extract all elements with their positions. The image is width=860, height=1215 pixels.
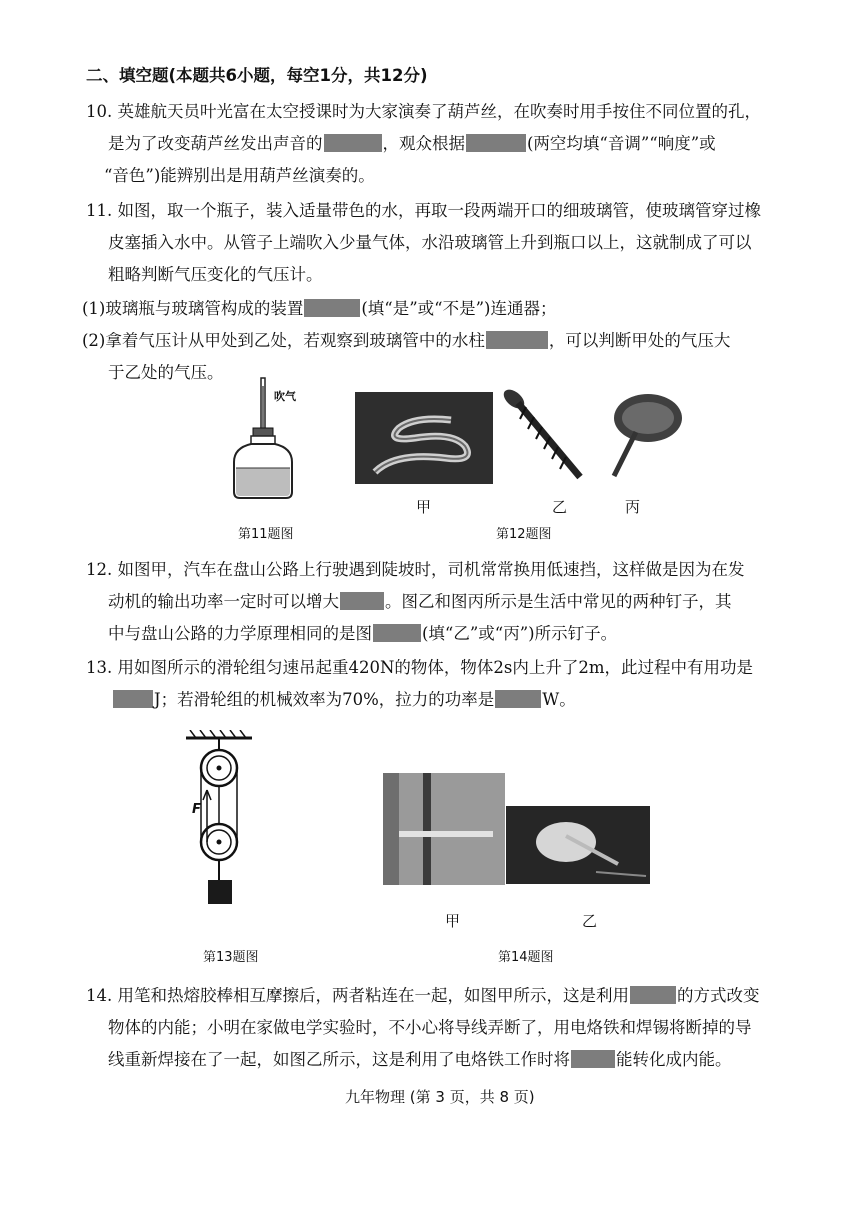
figure-14-glue-stick-photo [383, 773, 505, 885]
page-footer: 九年物理 (第 3 页，共 8 页) [345, 1088, 535, 1106]
q11-text: (2)拿着气压计从甲处到乙处，若观察到玻璃管中的水柱 [82, 331, 485, 350]
q13-text: J；若滑轮组的机械效率为70%，拉力的功率是 [154, 690, 495, 709]
answer-blank[interactable] [373, 624, 421, 642]
q14-line-1 [86, 985, 760, 1007]
q10-text: (两空均填“音调”“响度”或 [527, 134, 716, 153]
q11-line-2: 皮塞插入水中。从管子上端吹入少量气体，水沿玻璃管上升到瓶口以上，这就制成了可以 [108, 233, 752, 252]
figure-12-mountain-road-photo [355, 392, 493, 484]
q13-line-1: 13. 用如图所示的滑轮组匀速吊起重420N的物体，物体2s内上升了2m，此过程中有用功是 [86, 658, 754, 677]
blow-label: 吹气 [274, 390, 296, 403]
figure-14-label-jia: 甲 [445, 912, 461, 930]
q12-line-3 [108, 623, 617, 645]
q12-text: 中与盘山公路的力学原理相同的是图 [108, 624, 372, 643]
figure-11-caption: 第11题图 [238, 527, 294, 542]
figure-11-barometer [228, 372, 308, 502]
figure-14-caption: 第14题图 [498, 950, 554, 965]
bottle-barometer-illustration [228, 372, 308, 502]
q10-text: 是为了改变葫芦丝发出声音的 [108, 134, 323, 153]
force-label: F [192, 802, 201, 817]
q14-text: 的方式改变 [677, 986, 760, 1005]
q12-text: (填“乙”或“丙”)所示钉子。 [422, 624, 618, 643]
figure-12-caption: 第12题图 [496, 527, 552, 542]
q14-text: 14. 用笔和热熔胶棒相互摩擦后，两者粘连在一起，如图甲所示，这是利用 [86, 986, 629, 1005]
figure-12-thumbtack [592, 390, 684, 480]
q13-line-2 [112, 689, 576, 711]
figure-13-pulley-system [180, 730, 270, 930]
q12-text: 动机的输出功率一定时可以增大 [108, 592, 339, 611]
answer-blank[interactable] [340, 592, 384, 610]
figure-12-label-yi: 乙 [552, 498, 568, 516]
q10-line-3: “音色”)能辨别出是用葫芦丝演奏的。 [104, 166, 375, 185]
answer-blank[interactable] [486, 331, 548, 349]
q14-line-3 [108, 1049, 732, 1071]
answer-blank[interactable] [304, 299, 360, 317]
section-heading: 二、填空题(本题共6小题，每空1分，共12分) [86, 66, 428, 85]
answer-blank[interactable] [324, 134, 382, 152]
answer-blank[interactable] [571, 1050, 615, 1068]
answer-blank[interactable] [113, 690, 153, 708]
q11-part-2 [82, 330, 730, 352]
answer-blank[interactable] [466, 134, 526, 152]
answer-blank[interactable] [630, 986, 676, 1004]
q11-line-3: 粗略判断气压变化的气压计。 [108, 265, 323, 284]
q11-part-1 [82, 298, 557, 320]
q14-text: 能转化成内能。 [616, 1050, 732, 1069]
q12-line-1: 12. 如图甲，汽车在盘山公路上行驶遇到陡坡时，司机常常换用低速挡，这样做是因为在发 [86, 560, 745, 579]
q10-line-1: 10. 英雄航天员叶光富在太空授课时为大家演奏了葫芦丝，在吹奏时用手按住不同位置的孔， [86, 102, 761, 121]
figure-12-label-jia: 甲 [416, 498, 432, 516]
q10-line-2 [108, 133, 716, 155]
figure-14-soldering-photo [506, 806, 650, 884]
q14-line-2: 物体的内能；小明在家做电学实验时，不小心将导线弄断了，用电烙铁和焊锡将断掉的导 [108, 1018, 752, 1037]
q13-text: W。 [542, 690, 576, 709]
figure-14-label-yi: 乙 [582, 912, 598, 930]
q10-text: ，观众根据 [382, 134, 465, 153]
q11-line-1: 11. 如图，取一个瓶子，装入适量带色的水，再取一段两端开口的细玻璃管，使玻璃管穿过橡 [86, 201, 761, 220]
q11-line-last: 于乙处的气压。 [108, 363, 224, 382]
figure-12-label-bing: 丙 [625, 498, 641, 516]
q11-text: (填“是”或“不是”)连通器； [361, 299, 557, 318]
figure-12-screw [500, 385, 590, 485]
q11-text: (1)玻璃瓶与玻璃管构成的装置 [82, 299, 304, 318]
q12-line-2 [108, 591, 732, 613]
q11-text: ，可以判断甲处的气压大 [548, 331, 731, 350]
q12-text: 。图乙和图丙所示是生活中常见的两种钉子，其 [385, 592, 732, 611]
figure-13-caption: 第13题图 [203, 950, 259, 965]
q14-text: 线重新焊接在了一起，如图乙所示，这是利用了电烙铁工作时将 [108, 1050, 570, 1069]
answer-blank[interactable] [495, 690, 541, 708]
